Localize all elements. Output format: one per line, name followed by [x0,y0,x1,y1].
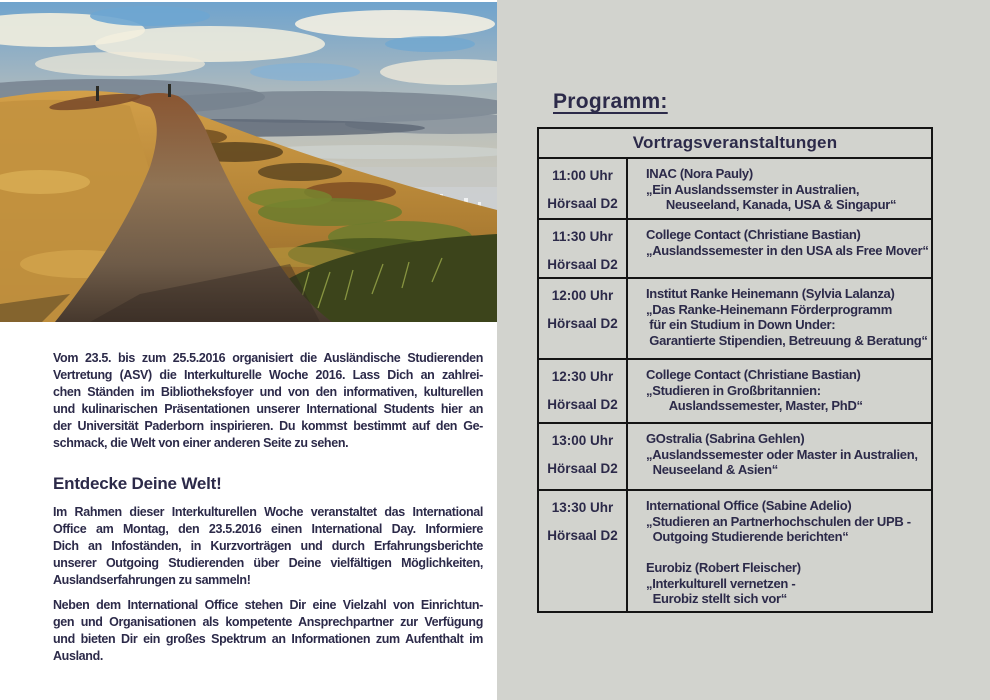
event-line: „Studieren in Großbritannien: [646,382,821,398]
paragraph-line: Vertretung (ASV) die Interkulturelle Woche 2016. Lass Dich an zahlrei- [53,368,483,382]
section-heading: Entdecke Deine Welt! [53,474,222,493]
table-title: Vortragsveranstaltungen [538,128,932,158]
event-line: College Contact (Christiane Bastian) [646,227,861,242]
time-label: 12:30 Uhr [551,369,614,384]
paragraph-line: und kulinarischen Präsentationen unserer International Students hier an [53,402,483,416]
paragraph-line: Ausland. [53,649,103,663]
event-line: „Das Ranke-Heinemann Förderprogramm [646,301,892,317]
event-line: College Contact (Christiane Bastian) [646,367,861,382]
paragraph-line: Dich an Infoständen, in Kurzvorträgen und durch Erfahrungsberichte [53,539,483,553]
paragraph-line: der Universität Paderborn inspirieren. Du kommst bestimmt auf den Ge- [53,419,483,433]
room-label: Hörsaal D2 [547,528,618,543]
table-row [538,158,932,219]
paragraph-line: unserer Outgoing Studierenden über Deine vielfältigen Möglichkeiten, [53,556,483,570]
event-cell [627,278,932,359]
time-cell [538,490,627,612]
time-cell [538,423,627,490]
event-cell [627,219,932,278]
event-cell [627,490,932,612]
paragraph-line: chen Ständen im Bibliotheksfoyer und von den informativen, kulturellen [53,385,483,399]
table-header-row [538,128,932,158]
paragraph-line: Im Rahmen dieser Interkulturellen Woche veranstaltet das International [53,505,483,519]
event-line: Institut Ranke Heinemann (Sylvia Lalanza) [646,286,895,301]
table-row [538,219,932,278]
time-label: 11:30 Uhr [552,229,613,244]
time-cell [538,278,627,359]
event-cell [627,359,932,423]
time-label: 13:30 Uhr [551,500,614,515]
program-table [537,127,933,613]
event-line: „Ein Auslandssemster in Australien, [646,181,860,197]
event-line: Neuseeland, Kanada, USA & Singapur“ [646,197,897,212]
program-rows [538,158,932,612]
paragraph-line: schmack, die Welt von einer anderen Seite zu sehen. [53,436,349,450]
event-line: „Interkulturell vernetzen - [646,575,796,591]
event-line: „Auslandssemester in den USA als Free Mover“ [646,242,929,258]
event-line: Eurobiz stellt sich vor“ [646,591,788,606]
international-day-paragraph [53,504,483,589]
table-row [538,423,932,490]
room-label: Hörsaal D2 [547,316,618,331]
paragraph-line: Vom 23.5. bis zum 25.5.2016 organisiert die Ausländische Studierenden [53,351,483,365]
event-line: Outgoing Studierende berichten“ [646,529,849,544]
event-line: „Auslandssemester oder Master in Australien, [646,446,918,462]
paragraph-line: gen und Organisationen als kompetente Ansprechpartner zur Verfügung [53,615,483,629]
event-line [646,545,927,561]
left-text-column [53,350,483,665]
event-line: International Office (Sabine Adelio) [646,498,852,513]
table-row [538,359,932,423]
event-cell [627,158,932,219]
paragraph-line: Neben dem International Office stehen Dir eine Vielzahl von Einrichtun- [53,598,483,612]
intro-paragraph [53,350,483,452]
time-label: 13:00 Uhr [551,433,614,448]
paragraph-line: Office am Montag, den 23.5.2016 einen International Day. Informiere [53,522,483,536]
time-label: 11:00 Uhr [552,168,613,183]
time-cell [538,359,627,423]
program-heading: Programm: [553,90,668,113]
event-line: Auslandssemester, Master, PhD“ [646,398,863,413]
room-label: Hörsaal D2 [547,257,618,272]
event-line: GOstralia (Sabrina Gehlen) [646,431,805,446]
time-cell [538,158,627,219]
time-label: 12:00 Uhr [551,288,614,303]
paragraph-line: und bieten Dir ein großes Spektrum an Informationen zum Aufenthalt im [53,632,483,646]
event-line: „Studieren an Partnerhochschulen der UPB - [646,513,911,529]
program-panel [497,0,990,700]
paragraph-line: Auslandserfahrungen zu sammeln! [53,573,251,587]
event-line: für ein Studium in Down Under: [646,317,836,332]
event-line: Garantierte Stipendien, Betreuung & Beratung“ [646,332,928,348]
time-cell [538,219,627,278]
room-label: Hörsaal D2 [547,461,618,476]
table-row [538,490,932,612]
table-row [538,278,932,359]
partners-paragraph [53,597,483,665]
room-label: Hörsaal D2 [547,397,618,412]
event-line: INAC (Nora Pauly) [646,166,753,181]
event-line: Eurobiz (Robert Fleischer) [646,560,801,575]
landscape-photo [0,2,497,322]
room-label: Hörsaal D2 [547,196,618,211]
event-cell [627,423,932,490]
event-line: Neuseeland & Asien“ [646,462,778,477]
